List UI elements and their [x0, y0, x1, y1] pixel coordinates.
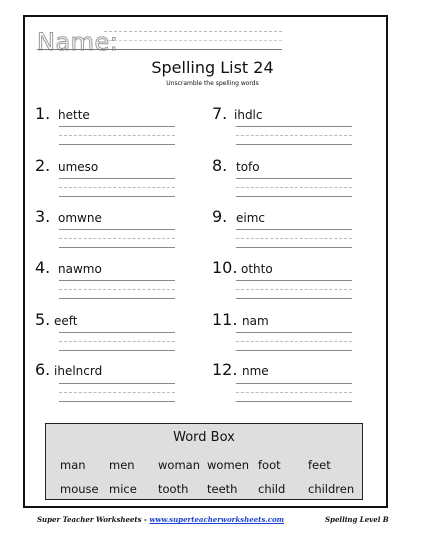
list-item: [212, 361, 382, 405]
answer-guide: [59, 392, 175, 393]
answer-baseline: [236, 298, 352, 299]
scrambled-word: nam: [242, 314, 269, 328]
scrambled-word: ihdlc: [234, 108, 263, 122]
scrambled-word: umeso: [58, 160, 99, 174]
answer-line[interactable]: [59, 229, 175, 230]
list-item: [212, 208, 382, 252]
item-number: 3.: [35, 207, 51, 226]
name-field[interactable]: [37, 49, 282, 50]
page-title: Spelling List 24: [151, 58, 274, 77]
list-item: [35, 208, 205, 252]
scrambled-word: tofo: [236, 160, 260, 174]
item-number: 9.: [212, 207, 228, 226]
word-box-word: women: [207, 458, 250, 472]
answer-guide: [236, 238, 352, 239]
answer-line[interactable]: [236, 332, 352, 333]
word-box-title: Word Box: [173, 430, 235, 445]
list-item: [212, 157, 382, 201]
name-label: Name:: [37, 28, 119, 56]
answer-baseline: [236, 350, 352, 351]
word-box-word: mice: [109, 482, 137, 496]
footer-credit: [37, 515, 284, 524]
list-item: [212, 311, 382, 355]
answer-baseline: [59, 196, 175, 197]
item-number: 2.: [35, 156, 51, 175]
answer-guide: [59, 187, 175, 188]
footer-prefix: Super Teacher Worksheets -: [37, 515, 150, 524]
item-number: 12.: [212, 360, 238, 379]
answer-line[interactable]: [59, 178, 175, 179]
answer-baseline: [59, 298, 175, 299]
answer-baseline: [236, 196, 352, 197]
list-item: [35, 361, 205, 405]
item-number: 4.: [35, 258, 51, 277]
answer-line[interactable]: [236, 383, 352, 384]
item-number: 6.: [35, 360, 51, 379]
name-guide-mid: [104, 40, 282, 41]
answer-guide: [59, 289, 175, 290]
item-number: 8.: [212, 156, 228, 175]
word-box-word: man: [60, 458, 86, 472]
item-number: 1.: [35, 104, 51, 123]
word-box: [45, 423, 363, 500]
name-guide-top: [104, 31, 282, 32]
answer-baseline: [236, 401, 352, 402]
answer-line[interactable]: [59, 126, 175, 127]
footer-level: Spelling Level B: [325, 515, 389, 524]
word-box-word: mouse: [60, 482, 99, 496]
answer-line[interactable]: [236, 178, 352, 179]
scrambled-word: hette: [58, 108, 90, 122]
answer-line[interactable]: [236, 229, 352, 230]
answer-guide: [236, 187, 352, 188]
word-box-word: child: [258, 482, 286, 496]
scrambled-word: othto: [241, 262, 273, 276]
scrambled-word: nme: [242, 364, 269, 378]
answer-baseline: [236, 247, 352, 248]
answer-guide: [236, 135, 352, 136]
answer-baseline: [59, 350, 175, 351]
answer-guide: [59, 341, 175, 342]
answer-guide: [236, 392, 352, 393]
answer-baseline: [59, 144, 175, 145]
answer-guide: [236, 341, 352, 342]
scrambled-word: nawmo: [58, 262, 102, 276]
answer-line[interactable]: [236, 280, 352, 281]
answer-guide: [59, 135, 175, 136]
word-box-word: teeth: [207, 482, 238, 496]
answer-line[interactable]: [59, 280, 175, 281]
list-item: [212, 259, 382, 303]
page-subtitle: Unscramble the spelling words: [166, 80, 259, 87]
item-number: 11.: [212, 310, 238, 329]
answer-line[interactable]: [59, 332, 175, 333]
word-box-word: foot: [258, 458, 281, 472]
item-number: 7.: [212, 104, 228, 123]
scrambled-word: eeft: [54, 314, 78, 328]
list-item: [212, 105, 382, 149]
word-box-word: men: [109, 458, 135, 472]
scrambled-word: ihelncrd: [54, 364, 103, 378]
item-number: 5.: [35, 310, 51, 329]
scrambled-word: omwne: [58, 211, 102, 225]
list-item: [35, 259, 205, 303]
scrambled-word: eimc: [236, 211, 266, 225]
answer-line[interactable]: [236, 126, 352, 127]
list-item: [35, 311, 205, 355]
list-item: [35, 105, 205, 149]
answer-baseline: [59, 247, 175, 248]
word-box-word: woman: [158, 458, 200, 472]
word-box-word: tooth: [158, 482, 189, 496]
list-item: [35, 157, 205, 201]
word-box-word: children: [308, 482, 355, 496]
answer-baseline: [59, 401, 175, 402]
footer-link[interactable]: www.superteacherworksheets.com: [149, 515, 285, 524]
answer-line[interactable]: [59, 383, 175, 384]
answer-guide: [59, 238, 175, 239]
answer-baseline: [236, 144, 352, 145]
answer-guide: [236, 289, 352, 290]
item-number: 10.: [212, 258, 238, 277]
word-box-word: feet: [308, 458, 331, 472]
